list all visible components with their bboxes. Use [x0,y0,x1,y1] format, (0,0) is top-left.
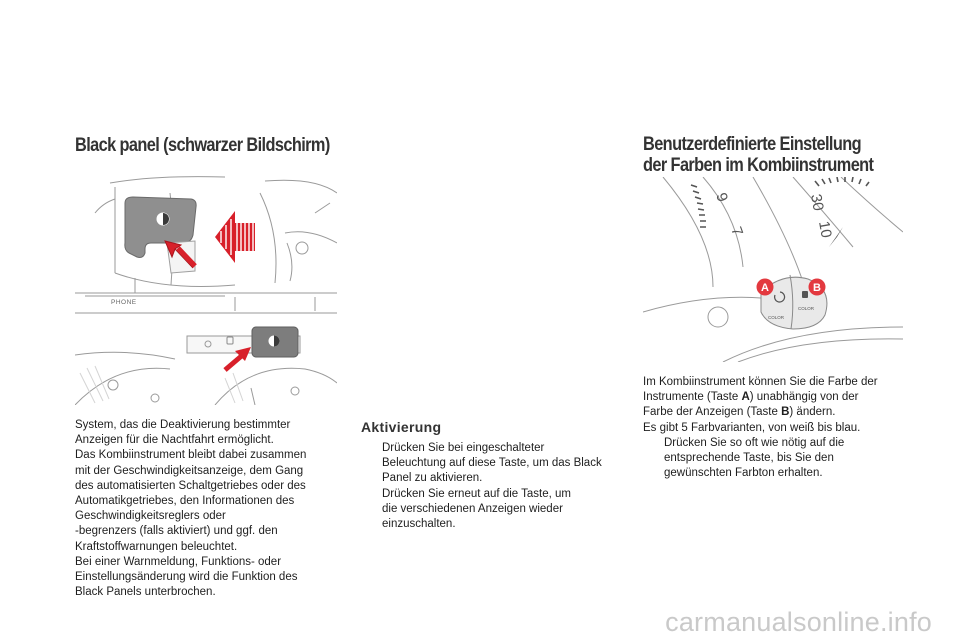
description-line: Geschwindigkeitsreglers oder [75,510,226,523]
marker-a: A [761,282,769,294]
bullet-line: entsprechende Taste, bis Sie den [664,452,834,465]
bullet-item [361,487,631,533]
paragraph-line: Es gibt 5 Farbvarianten, von weiß bis blau. [643,421,861,434]
bullet-item [361,441,631,487]
bullet-line: Drücken Sie so oft wie nötig auf die [664,436,845,449]
description-line: mit der Geschwindigkeitsanzeige, dem Gang [75,464,304,477]
color-settings-heading [643,134,873,176]
bullet-line: Drücken Sie erneut auf die Taste, um [382,487,572,500]
heading-line: der Farben im Kombiinstrument [643,155,874,176]
description-line: Automatikgetriebes, den Informationen des [75,495,295,508]
description-line: Das Kombiinstrument bleibt dabei zusammen [75,449,307,462]
dial-number: 10 [815,219,835,240]
instrument-cluster-illustration [643,177,903,362]
paragraph-line [643,405,943,420]
bullet-line: Drücken Sie bei eingeschalteter [382,442,545,454]
description-line: Bei einer Warnmeldung, Funktions- oder [75,555,282,568]
bullet-line: Beleuchtung auf diese Taste, um das Black [382,457,602,470]
text-fragment: ) ändern. [789,406,836,419]
black-panel-heading: Black panel (schwarzer Bildschirm) [75,135,330,156]
button-a-label: COLOR [768,315,785,320]
text-fragment: ) unabhängig von der [749,391,859,404]
black-panel-illustration [75,173,337,405]
dial-number: 30 [807,192,827,213]
description-line: Kraftstoffwarnungen beleuchtet. [75,540,238,553]
aktivierung-bullets [361,441,631,532]
button-b-label: COLOR [798,306,815,311]
paragraph-line [643,390,943,405]
key-b-reference: B [781,406,790,419]
description-line: des automatisierten Schaltgetriebes oder des [75,479,306,492]
bullet-line: einzuschalten. [382,518,456,531]
bullet-line: die verschiedenen Anzeigen wieder [382,502,563,515]
text-fragment: Instrumente (Taste [643,391,742,404]
bullet-item [643,436,943,482]
paragraph-line: Im Kombiinstrument können Sie die Farbe der [643,376,878,388]
marker-b: B [813,282,821,294]
dial-number: 7 [727,224,747,239]
description-line: -begrenzers (falls aktiviert) und ggf. den [75,525,278,538]
description-line: Anzeigen für die Nachtfahrt ermöglicht. [75,434,274,447]
phone-label: PHONE [111,299,137,306]
description-line: Black Panels unterbrochen. [75,586,216,599]
dashboard-drawing [75,173,337,405]
aktivierung-heading: Aktivierung [361,419,442,435]
dial-number: 9 [712,190,732,205]
key-a-reference: A [741,391,750,404]
heading-line: Benutzerdefinierte Einstellung [643,134,861,155]
text-fragment: Farbe der Anzeigen (Taste [643,406,782,419]
watermark: carmanualsonline.info [665,607,932,637]
description-line: System, das die Deaktivierung bestimmter [75,419,291,431]
bullet-line: gewünschten Farbton erhalten. [664,467,823,480]
description-line: Einstellungsänderung wird die Funktion des [75,571,298,584]
cluster-drawing [643,177,903,362]
black-panel-description [75,418,345,600]
bullet-line: Panel zu aktivieren. [382,472,483,485]
color-settings-text [643,375,943,481]
